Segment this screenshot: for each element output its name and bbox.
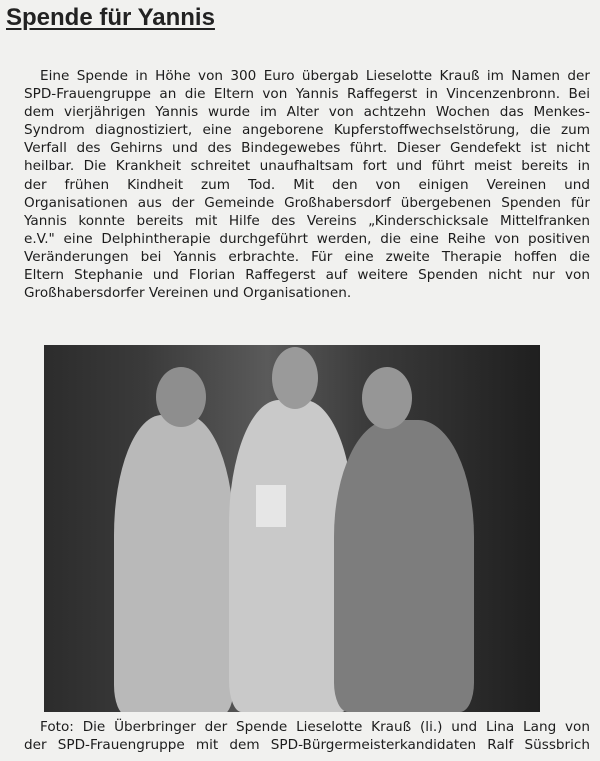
article-photo (44, 345, 540, 712)
body-line: heilbar. Die Krankheit schreitet unaufhaltsam fort und führt meist bereits in (24, 158, 590, 175)
caption-line: Foto: Die Überbringer der Spende Lieselotte Krauß (li.) und Lina Lang von (40, 719, 590, 735)
photo-caption (24, 718, 590, 754)
body-line: Yannis konnte bereits mit Hilfe des Vereins „Kinderschicksale Mittelfranken (24, 212, 590, 229)
body-line: Syndrom diagnostiziert, eine angeborene Kupferstoffwechselstörung, die zum (24, 122, 590, 139)
body-line: Verfall des Gehirns und des Bindegewebes führt. Dieser Gendefekt ist nicht (24, 140, 590, 157)
article-body (24, 67, 590, 302)
body-line: der frühen Kindheit zum Tod. Mit den von einigen Vereinen und (24, 176, 590, 193)
body-line: Eine Spende in Höhe von 300 Euro übergab Lieselotte Krauß im Namen der (40, 68, 590, 84)
caption-line: der SPD-Frauengruppe mit dem SPD-Bürgermeisterkandidaten Ralf Süssbrich (24, 737, 590, 753)
person-left-head (156, 367, 206, 427)
card (256, 485, 286, 527)
body-line: Organisationen aus der Gemeinde Großhabersdorf übergebenen Spenden für (24, 194, 590, 211)
body-line: Eltern Stephanie und Florian Raffegerst auf weitere Spenden nicht nur von (24, 267, 590, 284)
person-right-head (362, 367, 412, 429)
body-line: Großhabersdorfer Vereinen und Organisationen. (24, 285, 352, 302)
article-title: Spende für Yannis (6, 4, 215, 31)
body-line: dem vierjährigen Yannis wurde im Alter von achtzehn Wochen das Menkes- (24, 104, 590, 121)
body-line: Veränderungen bei Yannis erbrachte. Für eine zweite Therapie hoffen die (24, 248, 590, 265)
person-left (114, 415, 234, 712)
person-right (334, 420, 474, 712)
body-line: e.V." eine Delphintherapie durchgeführt werden, die eine Reihe von positiven (24, 230, 590, 247)
body-line: SPD-Frauengruppe an die Eltern von Yannis Raffegerst in Vincenzenbronn. Bei (24, 86, 590, 103)
person-center-head (272, 347, 318, 409)
